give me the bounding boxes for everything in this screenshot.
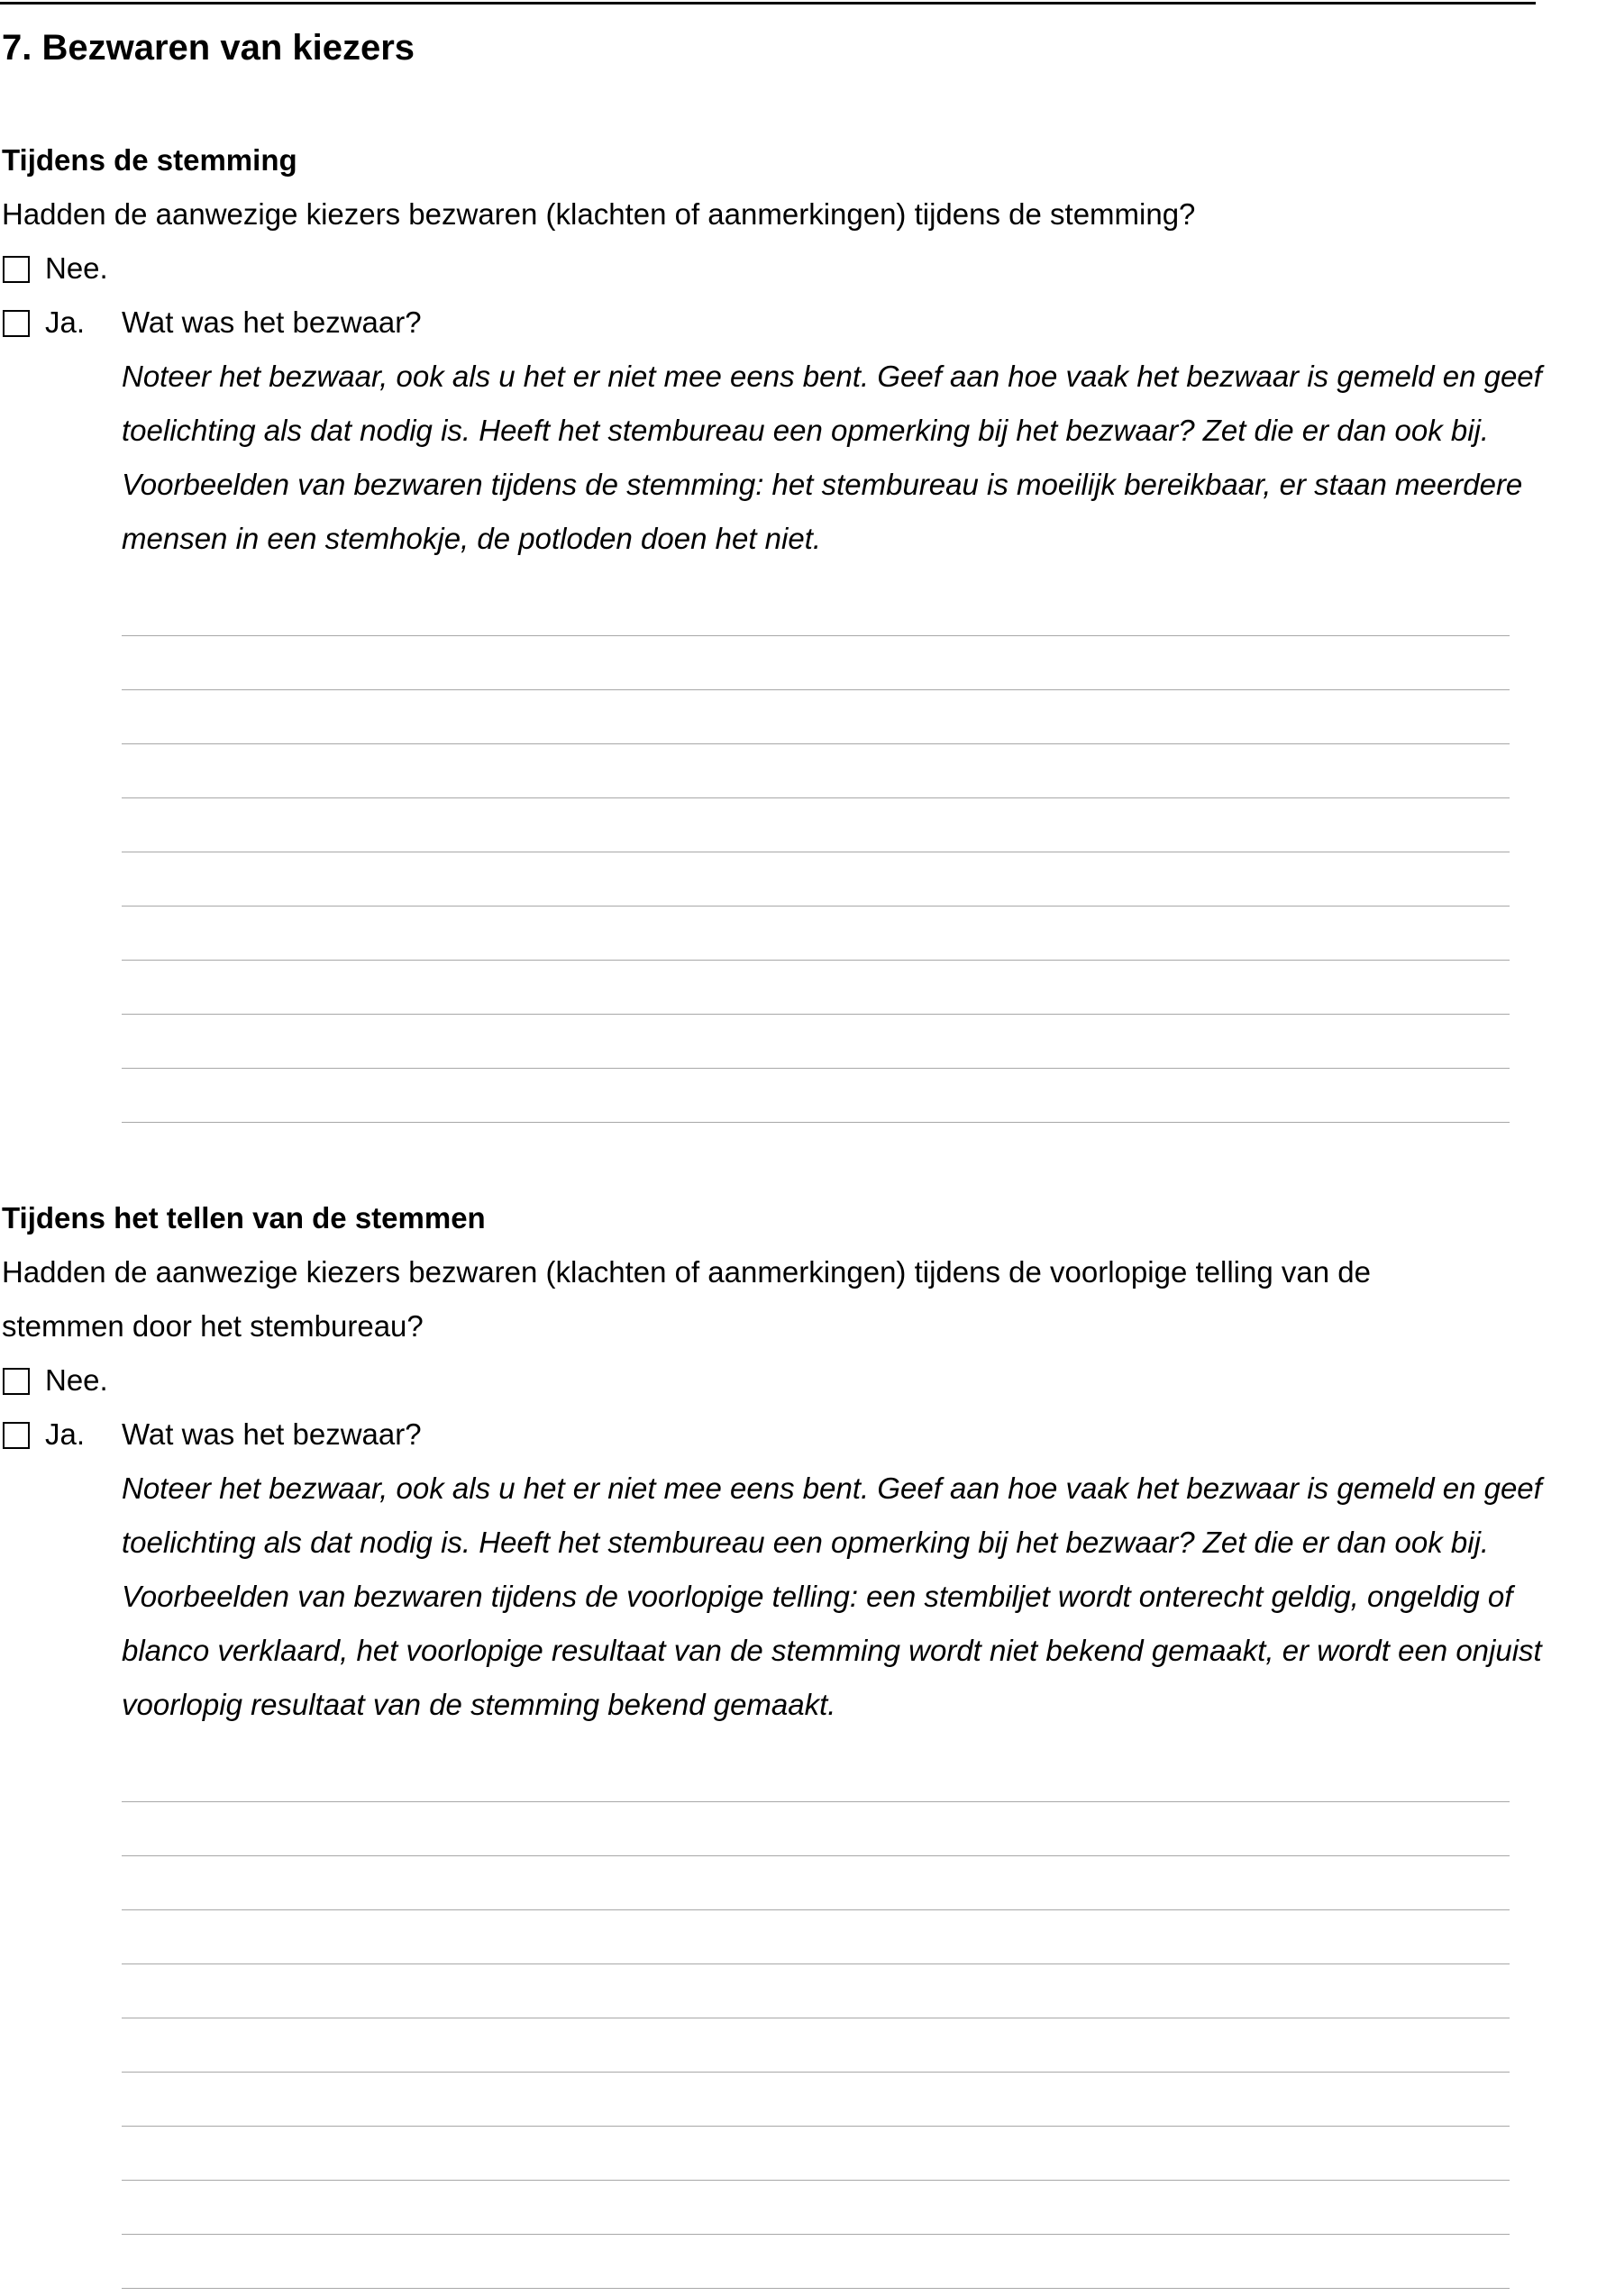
option-yes-label: Ja. [45, 305, 86, 339]
option-no-label: Nee. [45, 1363, 108, 1397]
option-yes-label: Ja. [45, 1417, 86, 1451]
answer-line[interactable] [122, 744, 1510, 798]
answer-line[interactable] [122, 961, 1510, 1015]
section-question: Hadden de aanwezige kiezers bezwaren (klachten of aanmerkingen) tijdens de stemming? [2, 197, 1196, 231]
answer-line[interactable] [122, 1964, 1510, 2018]
instruction-text: Noteer het bezwaar, ook als u het er niet mee eens bent. Geef aan hoe vaak het bezwaar is gemeld en geef toelichting als dat nodig is. Heeft het stembureau een opmerking bij het bezwaar? Zet die er dan ook bij. Voorbeelden van bezwaren tijdens de stemming: het stembureau is moeilijk bereikbaar, er staan meerdere mensen in een stemhokje, de potloden doen het niet. [122, 360, 1542, 555]
answer-line[interactable] [122, 582, 1510, 636]
answer-line[interactable] [122, 1069, 1510, 1123]
checkbox-no[interactable] [3, 256, 30, 283]
section-question: Hadden de aanwezige kiezers bezwaren (klachten of aanmerkingen) tijdens de voorlopige telling van de stemmen door het stembureau? [2, 1255, 1371, 1343]
checkbox-yes[interactable] [3, 310, 30, 337]
answer-lines[interactable] [122, 1748, 1510, 2289]
follow-up-question: Wat was het bezwaar? [122, 305, 422, 339]
option-no[interactable] [0, 1353, 1550, 1408]
checkbox-yes[interactable] [3, 1422, 30, 1449]
follow-up-question: Wat was het bezwaar? [122, 1417, 422, 1451]
checkbox-no[interactable] [3, 1368, 30, 1395]
answer-line[interactable] [122, 1802, 1510, 1856]
answer-line[interactable] [122, 2181, 1510, 2235]
option-yes[interactable] [0, 1408, 1550, 1462]
page-title: 7. Bezwaren van kiezers [2, 28, 415, 68]
instruction-text: Noteer het bezwaar, ook als u het er niet mee eens bent. Geef aan hoe vaak het bezwaar is gemeld en geef toelichting als dat nodig is. Heeft het stembureau een opmerking bij het bezwaar? Zet die er dan ook bij. Voorbeelden van bezwaren tijdens de voorlopige telling: een stembiljet wordt onterecht geldig, ongeldig of blanco verklaard, het voorlopige resultaat van de stemming wordt niet bekend gemaakt, er wordt een onjuist voorlopig resultaat van de stemming bekend gemaakt. [122, 1471, 1542, 1721]
answer-line[interactable] [122, 690, 1510, 744]
answer-line[interactable] [122, 1910, 1510, 1964]
option-yes[interactable] [0, 296, 1550, 350]
answer-line[interactable] [122, 2235, 1510, 2289]
answer-line[interactable] [122, 1856, 1510, 1910]
answer-line[interactable] [122, 907, 1510, 961]
answer-line[interactable] [122, 636, 1510, 690]
section-heading: Tijdens de stemming [2, 143, 297, 177]
section-during-counting [0, 1191, 1550, 2289]
section-heading: Tijdens het tellen van de stemmen [2, 1201, 486, 1235]
option-no[interactable] [0, 241, 1550, 296]
section-during-voting [0, 133, 1550, 1123]
answer-lines[interactable] [122, 582, 1510, 1123]
answer-line[interactable] [122, 1748, 1510, 1802]
answer-line[interactable] [122, 1015, 1510, 1069]
option-no-label: Nee. [45, 251, 108, 285]
answer-line[interactable] [122, 852, 1510, 907]
answer-line[interactable] [122, 798, 1510, 852]
answer-line[interactable] [122, 2018, 1510, 2073]
answer-line[interactable] [122, 2073, 1510, 2127]
top-rule [0, 2, 1536, 5]
answer-line[interactable] [122, 2127, 1510, 2181]
